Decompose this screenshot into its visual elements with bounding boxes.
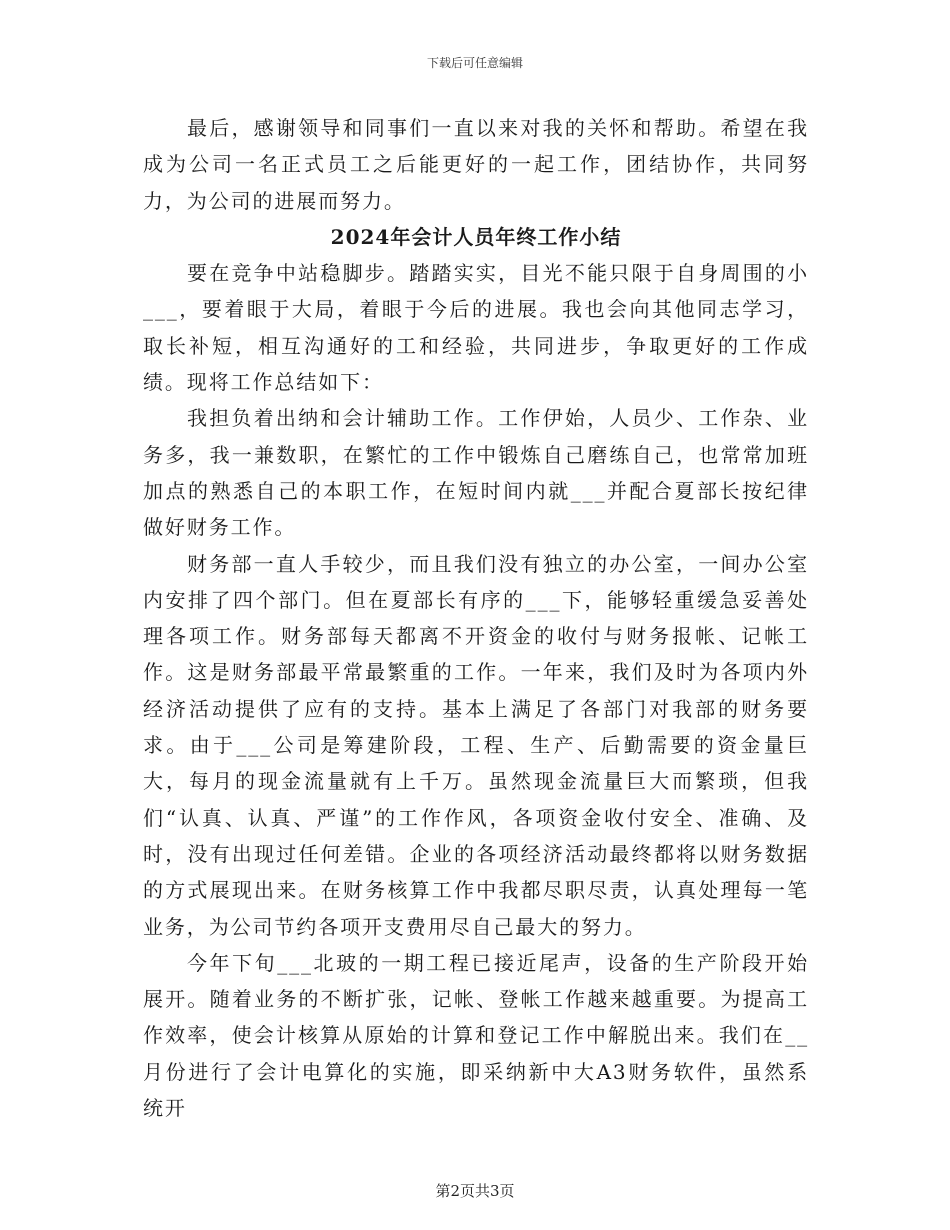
document-body <box>143 110 809 1126</box>
body-paragraph-4: 今年下旬___北玻的一期工程已接近尾声，设备的生产阶段开始展开。随着业务的不断扩张，记帐、登帐工作越来越重要。为提高工作效率，使会计核算从原始的计算和登记工作中解脱出来。我们在__月份进行了会计电算化的实施，即采纳新中大A3财务软件，虽然系统开 <box>143 950 809 1121</box>
body-paragraph-2: 我担负着出纳和会计辅助工作。工作伊始，人员少、工作杂、业务多，我一兼数职，在繁忙的工作中锻炼自己磨练自己，也常常加班加点的熟悉自己的本职工作，在短时间内就___并配合夏部长按纪律做好财务工作。 <box>143 406 809 540</box>
page-number: 第2页共3页 <box>435 1182 515 1200</box>
intro-paragraph: 最后，感谢领导和同事们一直以来对我的关怀和帮助。希望在我成为公司一名正式员工之后能更好的一起工作，团结协作，共同努力，为公司的进展而努力。 <box>143 116 809 213</box>
body-paragraph-3: 财务部一直人手较少，而且我们没有独立的办公室，一间办公室内安排了四个部门。但在夏部长有序的___下，能够轻重缓急妥善处理各项工作。财务部每天都离不开资金的收付与财务报帐、记帐工作。这是财务部最平常最繁重的工作。一年来，我们及时为各项内外经济活动提供了应有的支持。基本上满足了各部门对我部的财务要求。由于___公司是筹建阶段，工程、生产、后勤需要的资金量巨大，每月的现金流量就有上千万。虽然现金流量巨大而繁琐，但我们“认真、认真、严谨”的工作作风，各项资金收付安全、准确、及时，没有出现过任何差错。企业的各项经济活动最终都将以财务数据的方式展现出来。在财务核算工作中我都尽职尽责，认真处理每一笔业务，为公司节约各项开支费用尽自己最大的努力。 <box>143 551 809 939</box>
page-header-note: 下载后可任意编辑 <box>426 56 523 70</box>
body-paragraph-1: 要在竞争中站稳脚步。踏踏实实，目光不能只限于自身周围的小___，要着眼于大局，着眼于今后的进展。我也会向其他同志学习，取长补短，相互沟通好的工和经验，共同进步，争取更好的工作成绩。现将工作总结如下： <box>143 261 809 395</box>
document-title: 2024年会计人员年终工作小结 <box>330 224 622 249</box>
